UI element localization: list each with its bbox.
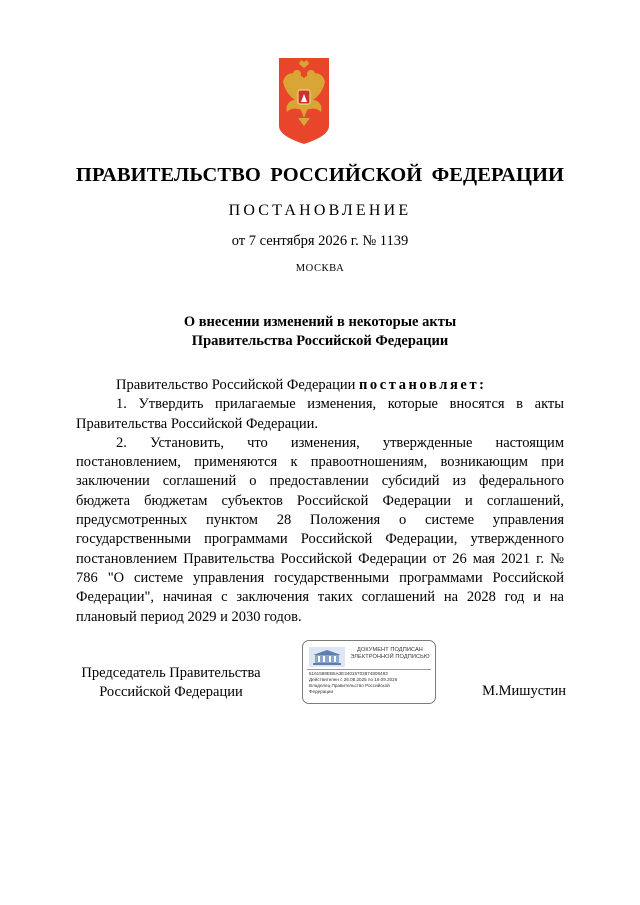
stamp-owner: Владелец Правительство Российской (309, 683, 390, 688)
electronic-signature-stamp (302, 640, 436, 704)
coat-of-arms-icon (277, 56, 331, 146)
stamp-divider (307, 669, 431, 670)
document-date-number: от 7 сентября 2026 г. № 1139 (231, 233, 409, 249)
document-title-line: Правительства Российской Федерации (191, 333, 449, 349)
stamp-owner: Федерации (309, 689, 334, 694)
stamp-heading-line: ЭЛЕКТРОННОЙ ПОДПИСЬЮ (350, 654, 430, 660)
document-title (0, 313, 640, 351)
document-body (76, 376, 564, 627)
paragraph-item-2: 2. Установить, что изменения, утвержденные настоящим постановлением, применяются к правоотношениям, возникающим при заключении соглашений о предоставлении субсидий из федерального бюджета бюджетам субъектов Российской Федерации и соглашений, предусмотренных пунктом 28 Положения о системе управления государственными программами Российской Федерации, утвержденного постановлением Правительства Российской Федерации от 26 мая 2021 г. № 786 "О системе управления государственными программами Российской Федерации", начиная с заключения таких соглашений на 2028 год и на плановый период 2029 и 2030 годов. (76, 434, 564, 625)
signatory-position-line: Российской Федерации (99, 684, 243, 700)
stamp-details (309, 671, 433, 695)
stamp-certificate: 5161588EB5A3E34015703874808483 (309, 671, 388, 676)
document-city: МОСКВА (295, 263, 345, 274)
signatory-position-line: Председатель Правительства (81, 665, 261, 681)
document-type: ПОСТАНОВЛЕНИЕ (228, 202, 412, 219)
government-building-icon (309, 647, 345, 667)
signatory-name: М.Мишустин (482, 683, 566, 699)
preamble-paragraph (76, 376, 564, 395)
decree-word: постановляет: (358, 377, 487, 393)
document-title-line: О внесении изменений в некоторые акты (183, 314, 457, 330)
paragraph-item-1: 1. Утвердить прилагаемые изменения, которые вносятся в акты Правительства Российской Федерации. (76, 396, 564, 432)
stamp-validity: Действителен с 26.08.2025 по 19.09.2026 (309, 677, 398, 682)
stamp-heading (347, 647, 433, 661)
preamble-text: Правительство Российской Федерации (116, 377, 356, 393)
signatory-position (76, 664, 266, 702)
stamp-heading-line: ДОКУМЕНТ ПОДПИСАН (357, 647, 423, 653)
organization-title: ПРАВИТЕЛЬСТВО РОССИЙСКОЙ ФЕДЕРАЦИИ (75, 164, 565, 186)
